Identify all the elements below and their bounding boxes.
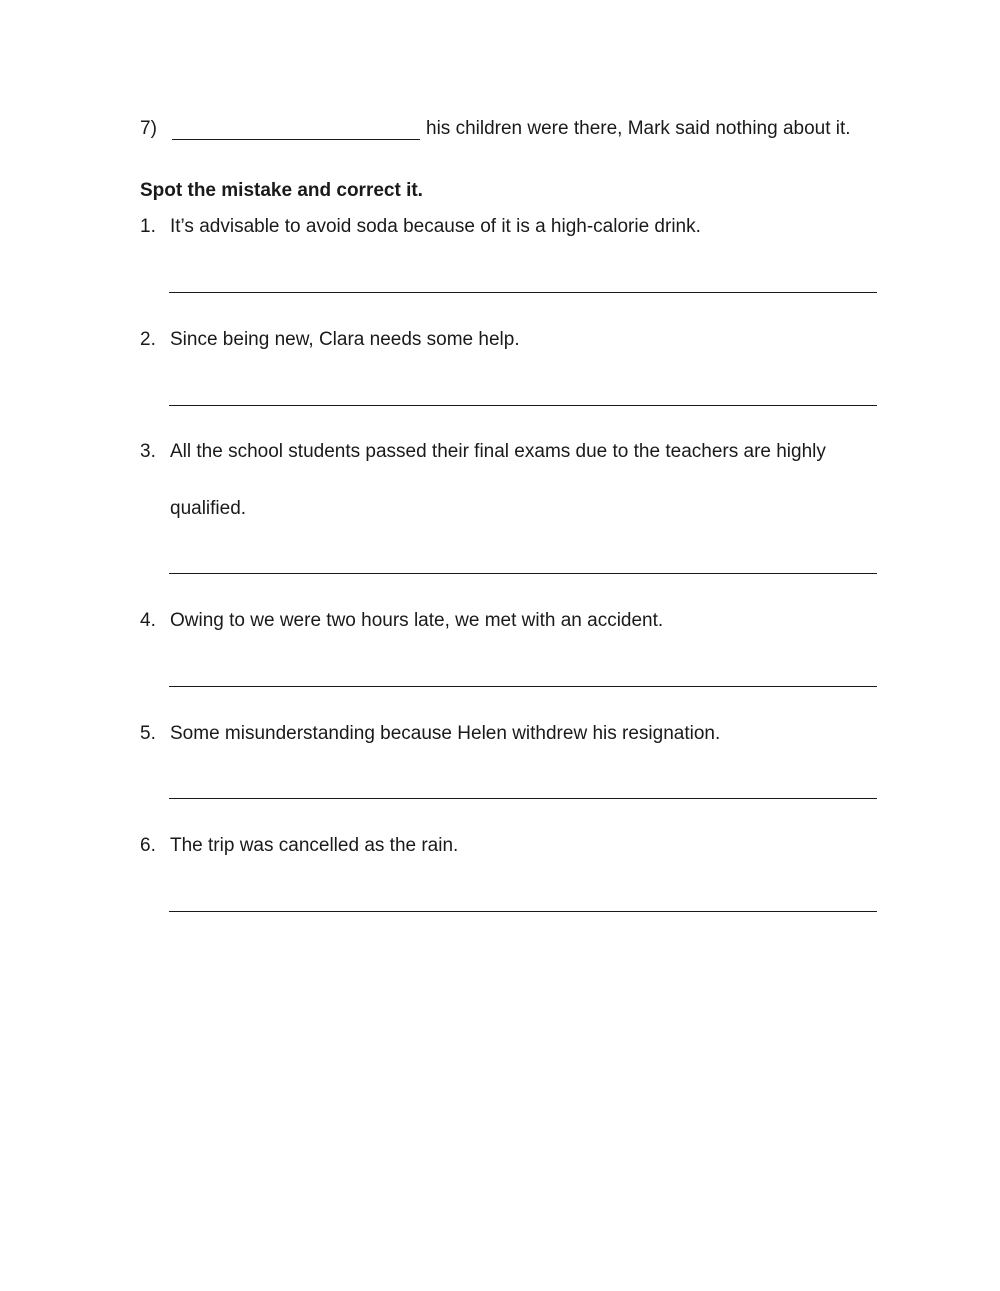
question-text: Some misunderstanding because Helen withdrew his resignation.	[170, 723, 721, 744]
item-7-number: 7)	[140, 118, 157, 139]
answer-line-6[interactable]	[169, 911, 877, 912]
item-7-fill-blank[interactable]	[172, 119, 420, 140]
answer-line-4[interactable]	[169, 686, 877, 687]
question-text: Since being new, Clara needs some help.	[170, 329, 520, 350]
question-text: Owing to we were two hours late, we met with an accident.	[170, 610, 664, 631]
question-text: The trip was cancelled as the rain.	[170, 835, 459, 856]
question-text-continued: qualified.	[170, 498, 247, 519]
answer-line-1[interactable]	[169, 292, 877, 293]
question-number: 1.	[140, 216, 156, 237]
item-7-text: his children were there, Mark said nothing about it.	[426, 118, 851, 139]
question-number: 4.	[140, 610, 156, 631]
question-number: 3.	[140, 441, 156, 462]
question-text: All the school students passed their final exams due to the teachers are highly	[170, 441, 826, 462]
answer-line-5[interactable]	[169, 798, 877, 799]
question-text: It’s advisable to avoid soda because of it is a high-calorie drink.	[170, 216, 701, 237]
answer-line-3[interactable]	[169, 573, 877, 574]
answer-line-2[interactable]	[169, 405, 877, 406]
section-heading: Spot the mistake and correct it.	[140, 180, 423, 201]
question-number: 5.	[140, 723, 156, 744]
question-number: 6.	[140, 835, 156, 856]
question-number: 2.	[140, 329, 156, 350]
